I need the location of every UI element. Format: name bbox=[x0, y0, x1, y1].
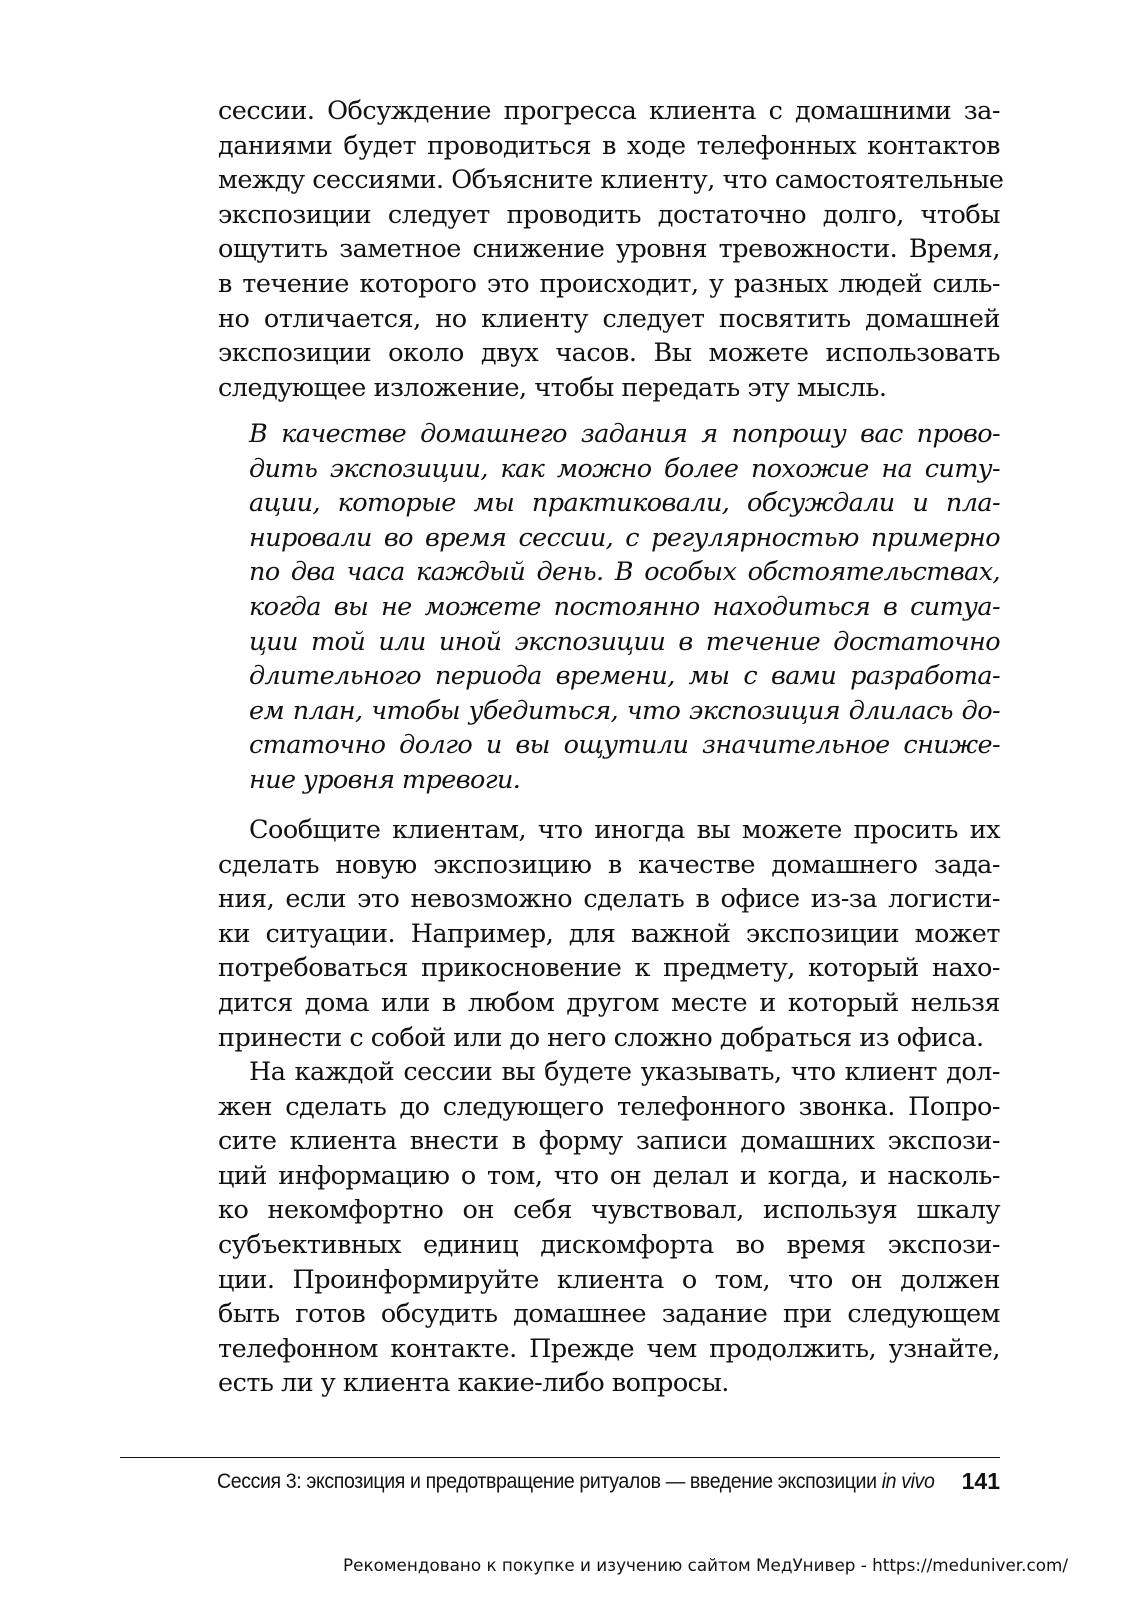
text-line: статочно долго и вы ощутили значительное сниже- bbox=[249, 730, 1000, 761]
text-line: когда вы не можете постоянно находиться в ситуа- bbox=[249, 591, 1000, 622]
block-quote bbox=[249, 417, 1000, 798]
text-line: экспозиции около двух часов. Вы можете использовать bbox=[218, 338, 1000, 369]
text-line: ощутить заметное снижение уровня тревожности. Время, bbox=[218, 234, 1000, 265]
text-line: дится дома или в любом другом месте и который нельзя bbox=[218, 987, 1000, 1018]
page-number: 141 bbox=[961, 1468, 1000, 1494]
text-line: ации, которые мы практиковали, обсуждали и пла- bbox=[249, 488, 1000, 519]
text-line: сделать новую экспозицию в качестве домашнего зада- bbox=[218, 849, 1000, 880]
text-line: ния, если это невозможно сделать в офисе из-за логисти- bbox=[218, 884, 1000, 915]
text-line: субъективных единиц дискомфорта во время экспози- bbox=[218, 1229, 1000, 1260]
text-line: следующее изложение, чтобы передать эту мысль. bbox=[218, 372, 887, 403]
paragraph-2 bbox=[218, 813, 1000, 1055]
text-line: потребоваться прикосновение к предмету, который нахо- bbox=[218, 953, 1000, 984]
text-line: ко некомфортно он себя чувствовал, используя шкалу bbox=[218, 1195, 1000, 1226]
text-line: ки ситуации. Например, для важной экспозиции может bbox=[218, 918, 1000, 949]
footer-rule bbox=[120, 1457, 1000, 1458]
text-line: экспозиции следует проводить достаточно долго, чтобы bbox=[218, 199, 1000, 230]
paragraph-1 bbox=[218, 94, 1004, 405]
text-line: дить экспозиции, как можно более похожие на ситу- bbox=[249, 453, 1000, 484]
text-line: принести с собой или до него сложно добраться из офиса. bbox=[218, 1022, 984, 1053]
text-line: В качестве домашнего задания я попрошу вас прово- bbox=[249, 419, 1000, 449]
text-line: На каждой сессии вы будете указывать, что клиент дол- bbox=[249, 1057, 1000, 1087]
text-line: длительного периода времени, мы с вами разработа- bbox=[249, 661, 1000, 692]
text-line: но отличается, но клиенту следует посвятить домашней bbox=[218, 303, 1000, 334]
text-line: телефонном контакте. Прежде чем продолжить, узнайте, bbox=[218, 1333, 1000, 1364]
text-line: ции той или иной экспозиции в течение достаточно bbox=[249, 626, 1000, 657]
text-line: даниями будет проводиться в ходе телефонных контактов bbox=[218, 130, 1000, 161]
watermark: Рекомендовано к покупке и изучению сайтом МедУнивер - https://meduniver.com/ bbox=[343, 1555, 1068, 1575]
text-line: ций информацию о том, что он делал и когда, и насколь- bbox=[218, 1160, 1000, 1191]
text-line: сите клиента внести в форму записи домашних экспози- bbox=[218, 1126, 1000, 1157]
running-head bbox=[217, 1468, 934, 1496]
text-line: Сообщите клиентам, что иногда вы можете просить их bbox=[249, 815, 1000, 845]
text-line: нировали во время сессии, с регулярностью примерно bbox=[249, 522, 1000, 553]
text-line: есть ли у клиента какие-либо вопросы. bbox=[218, 1368, 729, 1399]
text-line: сессии. Обсуждение прогресса клиента с домашними за- bbox=[218, 96, 1000, 126]
text-line: в течение которого это происходит, у разных людей силь- bbox=[218, 268, 1000, 299]
text-line: ции. Проинформируйте клиента о том, что он должен bbox=[218, 1264, 1000, 1295]
text-line: между сессиями. Объясните клиенту, что самостоятельные bbox=[218, 165, 1004, 196]
paragraph-3 bbox=[218, 1055, 1000, 1401]
text-line: ем план, чтобы убедиться, что экспозиция длилась до- bbox=[249, 695, 1000, 726]
text-line: по два часа каждый день. В особых обстоятельствах, bbox=[249, 557, 1000, 588]
running-head-text: Сессия 3: экспозиция и предотвращение ритуалов — введение экспозиции bbox=[216, 1470, 882, 1493]
text-line: жен сделать до следующего телефонного звонка. Попро- bbox=[218, 1091, 1000, 1122]
running-head-italic: in vivo bbox=[881, 1470, 934, 1493]
text-line: быть готов обсудить домашнее задание при следующем bbox=[218, 1299, 1000, 1330]
text-line: ние уровня тревоги. bbox=[249, 764, 521, 795]
